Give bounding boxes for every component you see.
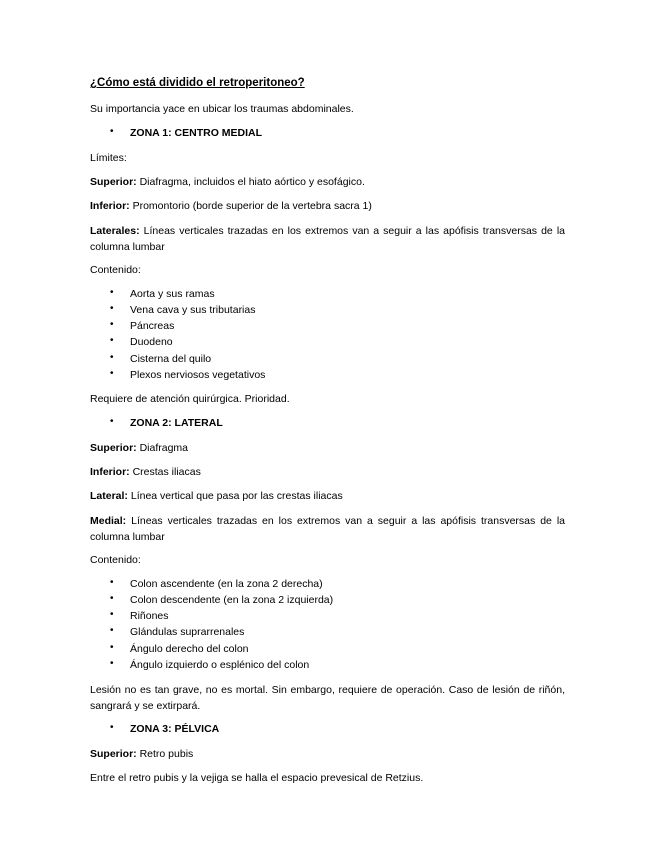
zone1-superior [90,175,365,189]
bullet-icon: • [110,625,114,636]
bullet-icon: • [110,303,114,314]
intro-text: Su importancia yace en ubicar los traumas abdominales. [90,103,354,115]
zone3-superior-text: Retro pubis [136,748,194,760]
page-title: ¿Cómo está dividido el retroperitoneo? [90,77,305,89]
zone2-lateral-text: Línea vertical que pasa por las crestas iliacas [127,490,343,502]
list-item: Glándulas suprarrenales [130,626,245,638]
bullet-icon: • [110,593,114,604]
bullet-icon: • [110,319,114,330]
list-item: Vena cava y sus tributarias [130,304,256,316]
zone2-superior-text: Diafragma [136,442,189,454]
zone2-inferior-label: Inferior: [90,466,130,478]
zone1-inferior [90,199,372,213]
list-item: Colon descendente (en la zona 2 izquierda) [130,594,334,606]
bullet-icon: • [110,577,114,588]
list-item: Plexos nerviosos vegetativos [130,369,266,381]
zone1-laterales-text: Líneas verticales trazadas en los extremos van a seguir a las apófisis transversas de la columna lumbar [90,225,565,253]
list-item: Cisterna del quilo [130,353,212,365]
zone2-medial-text: Líneas verticales trazadas en los extremos van a seguir a las apófisis transversas de la columna lumbar [90,515,565,543]
bullet-icon: • [110,609,114,620]
zone2-medial-label: Medial: [90,515,127,527]
zone2-content-label: Contenido: [90,554,141,566]
zone2-note: Lesión no es tan grave, no es mortal. Sin embargo, requiere de operación. Caso de lesión de riñón, sangrará y se extirpará. [90,684,565,712]
bullet-icon: • [110,722,114,733]
zone1-laterales-label: Laterales: [90,225,140,237]
zone2-inferior [90,465,201,479]
bullet-icon: • [110,642,114,653]
zone2-lateral-label: Lateral: [90,490,128,502]
zone3-note: Entre el retro pubis y la vejiga se halla el espacio prevesical de Retzius. [90,772,424,784]
zone2-medial [90,513,565,545]
zone2-heading: ZONA 2: LATERAL [130,417,223,429]
zone1-content-label: Contenido: [90,264,141,276]
bullet-icon: • [110,416,114,427]
zone1-superior-label: Superior: [90,176,137,188]
zone1-inferior-label: Inferior: [90,200,130,212]
list-item: Aorta y sus ramas [130,288,215,300]
zone1-laterales [90,223,565,255]
zone2-lateral [90,489,343,503]
bullet-icon: • [110,368,114,379]
bullet-icon: • [110,287,114,298]
zone1-heading: ZONA 1: CENTRO MEDIAL [130,127,263,139]
list-item: Colon ascendente (en la zona 2 derecha) [130,578,323,590]
bullet-icon: • [110,126,114,137]
zone2-superior-label: Superior: [90,442,137,454]
list-item: Ángulo derecho del colon [130,643,249,655]
zone1-note: Requiere de atención quirúrgica. Prioridad. [90,393,290,405]
bullet-icon: • [110,335,114,346]
zone3-superior-label: Superior: [90,748,137,760]
zone3-heading: ZONA 3: PÉLVICA [130,723,220,735]
zone2-inferior-text: Crestas iliacas [129,466,201,478]
zone1-superior-text: Diafragma, incluidos el hiato aórtico y esofágico. [136,176,365,188]
list-item: Riñones [130,610,169,622]
zone1-limits-label: Límites: [90,152,127,164]
zone3-superior [90,747,193,761]
list-item: Ángulo izquierdo o esplénico del colon [130,659,310,671]
zone1-inferior-text: Promontorio (borde superior de la vertebra sacra 1) [129,200,372,212]
zone2-superior [90,441,188,455]
bullet-icon: • [110,352,114,363]
list-item: Duodeno [130,336,173,348]
bullet-icon: • [110,658,114,669]
list-item: Páncreas [130,320,175,332]
